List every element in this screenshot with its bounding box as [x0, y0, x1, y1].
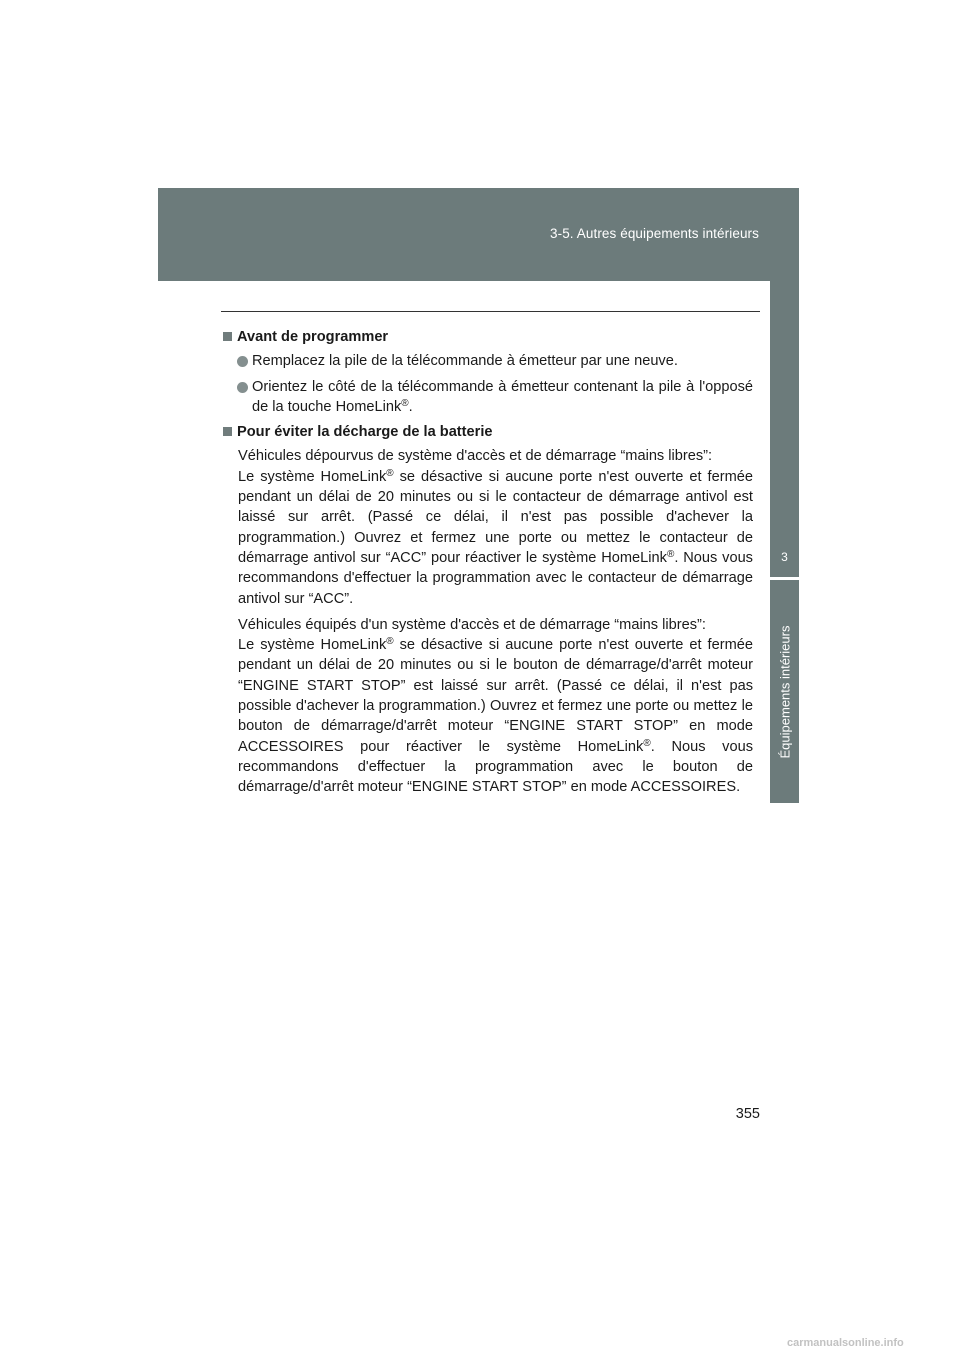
paragraph-lead: Véhicules équipés d'un système d'accès et de démarrage “mains libres”: [238, 616, 706, 633]
chapter-tab [770, 580, 799, 803]
bullet-text: Remplacez la pile de la télécommande à émetteur par une neuve. [252, 353, 678, 370]
bullet-item [223, 351, 753, 371]
header-rule [221, 311, 760, 312]
page-content [223, 327, 753, 804]
bullet-item [223, 377, 753, 418]
section-heading [223, 327, 753, 347]
page-number: 355 [735, 1106, 760, 1122]
paragraph-text: se désactive si aucune porte n'est ouverte et fermée pendant un délai de 20 minutes ou si le bouton de démarrage/d'arrêt moteur “ENGINE START STOP” est laissé sur arrêt. (Passé ce délai, il n'est pas possible d'achever la programmation.) Ouvrez et fermez une porte ou mettez le bouton de démarrage/d'arrêt moteur “ENGINE START STOP” en mode ACCESSOIRES pour réactiver le système HomeLink [238, 637, 753, 755]
paragraph [223, 615, 753, 798]
registered-mark: ® [386, 467, 394, 479]
section-heading-text: Pour éviter la décharge de la batterie [237, 424, 493, 441]
header-band [158, 188, 799, 281]
circle-bullet-icon [237, 382, 248, 393]
paragraph [223, 446, 753, 608]
circle-bullet-icon [237, 356, 248, 367]
square-icon [223, 332, 232, 341]
section-title: 3-5. Autres équipements intérieurs [549, 226, 759, 241]
registered-mark: ® [666, 548, 675, 560]
paragraph-text: . Nous vous recommandons d'effectuer la programmation avec le contacteur de démarrage antivol sur “ACC”. [238, 549, 753, 607]
watermark: carmanualsonline.info [787, 1337, 904, 1349]
paragraph-text: Le système HomeLink [238, 468, 387, 485]
section-heading-text: Avant de programmer [237, 329, 389, 345]
registered-mark: ® [401, 397, 409, 409]
bullet-text-end: . [408, 398, 413, 415]
chapter-label: Équipements intérieurs [777, 625, 792, 758]
side-tab-upper [770, 281, 799, 541]
chapter-number: 3 [770, 541, 799, 577]
section-heading [223, 422, 753, 442]
paragraph-lead: Véhicules dépourvus de système d'accès et de démarrage “mains libres”: [238, 448, 713, 465]
paragraph-text: Le système HomeLink [238, 637, 387, 654]
registered-mark: ® [643, 737, 651, 749]
square-icon [223, 427, 232, 436]
registered-mark: ® [386, 636, 394, 648]
bullet-text: Orientez le côté de la télécommande à émetteur contenant la pile à l'opposé de la touche HomeLink [252, 378, 753, 415]
paragraph-text: . Nous vous recommandons d'effectuer la programmation avec le bouton de démarrage/d'arrêt moteur “ENGINE START STOP” en mode ACCESSOIRES. [238, 738, 754, 796]
paragraph-text: se désactive si aucune porte n'est ouverte et fermée pendant un délai de 20 minutes ou si le contacteur de démarrage antivol est laissé sur arrêt. (Passé ce délai, il n'est pas possible d'achever la programmation.) Ouvrez et fermez une porte ou mettez le contacteur de démarrage antivol sur “ACC” pour réactiver le système HomeLink [238, 468, 753, 566]
